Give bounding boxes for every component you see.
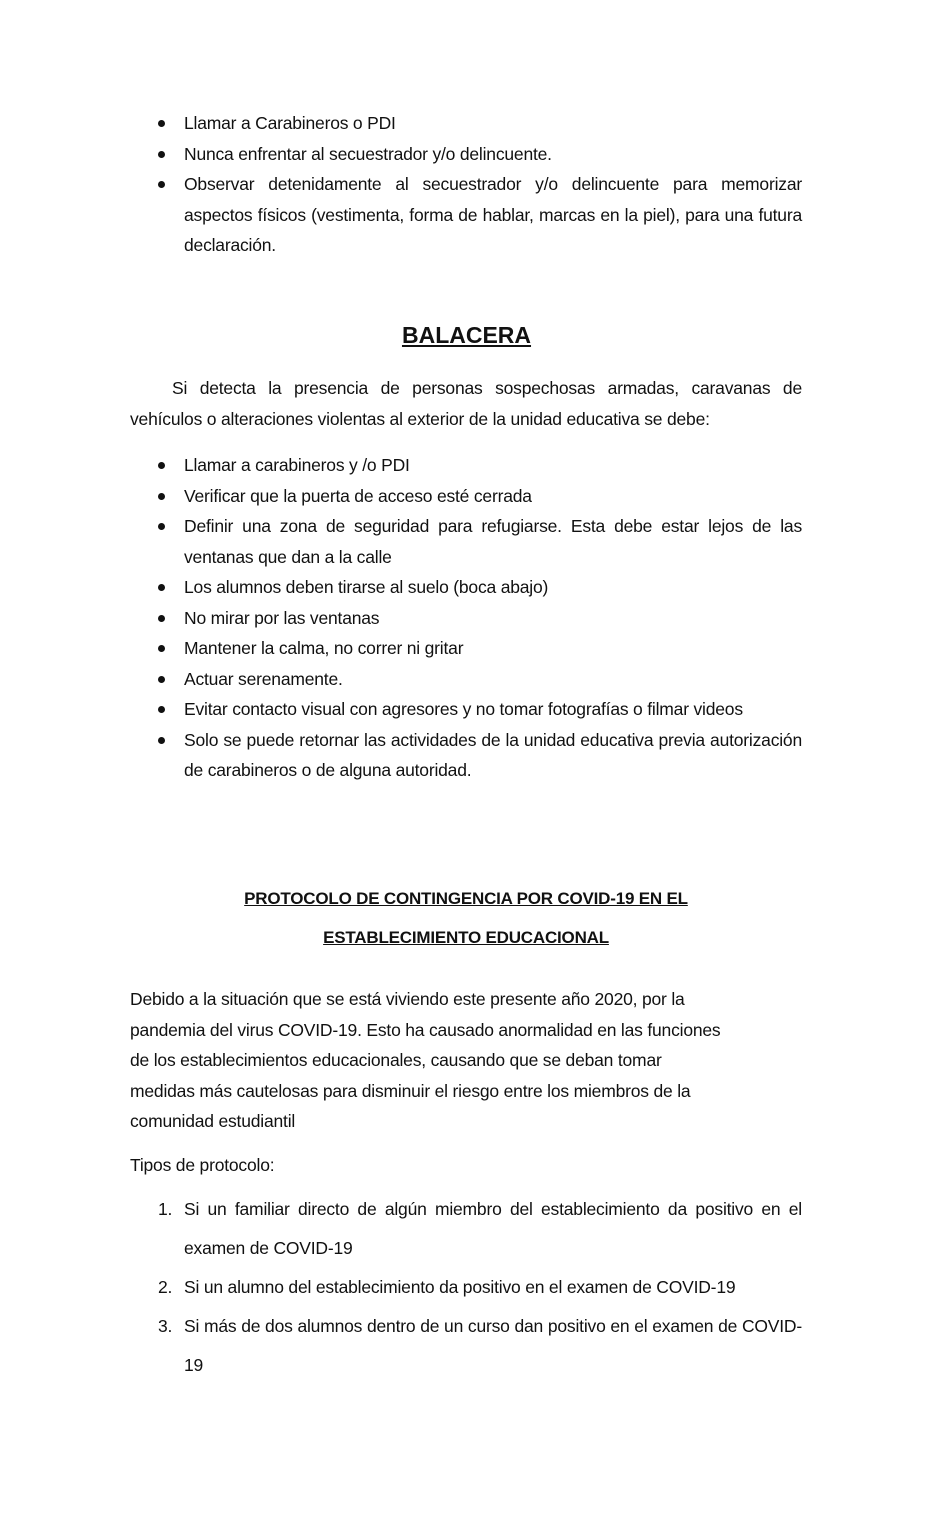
list-item: No mirar por las ventanas bbox=[130, 603, 802, 634]
list-item: Actuar serenamente. bbox=[130, 664, 802, 695]
list-item: Mantener la calma, no correr ni gritar bbox=[130, 633, 802, 664]
protocol-types-label: Tipos de protocolo: bbox=[130, 1155, 275, 1175]
list-item: Verificar que la puerta de acceso esté cerrada bbox=[130, 481, 802, 512]
bullet-icon bbox=[158, 462, 165, 469]
paragraph-line: pandemia del virus COVID-19. Esto ha causado anormalidad en las funciones bbox=[130, 1019, 721, 1040]
bullet-icon bbox=[158, 523, 165, 530]
list-item: Evitar contacto visual con agresores y no tomar fotografías o filmar videos bbox=[130, 694, 802, 725]
paragraph-line: Debido a la situación que se está viviendo este presente año 2020, por la bbox=[130, 989, 685, 1009]
protocol-types-list bbox=[130, 1190, 802, 1385]
bullet-icon bbox=[158, 151, 165, 158]
covid-heading-line2: ESTABLECIMIENTO EDUCACIONAL bbox=[323, 928, 609, 947]
paragraph-line: de los establecimientos educacionales, causando que se deban tomar bbox=[130, 1050, 662, 1070]
bullet-icon bbox=[158, 737, 165, 744]
kidnapping-list bbox=[130, 108, 802, 261]
paragraph-line: comunidad estudiantil bbox=[130, 1111, 296, 1131]
bullet-icon bbox=[158, 120, 165, 127]
item-number: 1. bbox=[158, 1199, 173, 1219]
list-item: Nunca enfrentar al secuestrador y/o delincuente. bbox=[130, 139, 802, 170]
bullet-icon bbox=[158, 584, 165, 591]
bullet-icon bbox=[158, 181, 165, 188]
list-item: Llamar a carabineros y /o PDI bbox=[130, 450, 802, 481]
list-item: Observar detenidamente al secuestrador y/o delincuente para memorizar aspectos físicos (vestimenta, forma de hablar, marcas en la piel), para una futura declaración. bbox=[130, 169, 802, 261]
bullet-icon bbox=[158, 645, 165, 652]
bullet-icon bbox=[158, 706, 165, 713]
paragraph-line: medidas más cautelosas para disminuir el riesgo entre los miembros de la bbox=[130, 1080, 691, 1101]
item-number: 3. bbox=[158, 1316, 173, 1336]
covid-paragraph bbox=[130, 984, 802, 1137]
bullet-icon bbox=[158, 615, 165, 622]
list-item: 2. Si un alumno del establecimiento da positivo en el examen de COVID-19 bbox=[130, 1268, 802, 1307]
list-item: 3. Si más de dos alumnos dentro de un curso dan positivo en el examen de COVID-19 bbox=[130, 1307, 802, 1385]
covid-heading-line1: PROTOCOLO DE CONTINGENCIA POR COVID-19 EN EL bbox=[244, 889, 688, 908]
list-item: Llamar a Carabineros o PDI bbox=[130, 108, 802, 139]
list-item: 1. Si un familiar directo de algún miembro del establecimiento da positivo en el examen de COVID-19 bbox=[130, 1190, 802, 1268]
list-item: Los alumnos deben tirarse al suelo (boca abajo) bbox=[130, 572, 802, 603]
list-item: Solo se puede retornar las actividades de la unidad educativa previa autorización de carabineros o de alguna autoridad. bbox=[130, 725, 802, 786]
bullet-icon bbox=[158, 493, 165, 500]
balacera-intro: Si detecta la presencia de personas sospechosas armadas, caravanas de vehículos o alteraciones violentas al exterior de la unidad educativa se debe: bbox=[130, 378, 802, 429]
bullet-icon bbox=[158, 676, 165, 683]
balacera-list bbox=[130, 450, 802, 786]
item-number: 2. bbox=[158, 1277, 173, 1297]
balacera-heading: BALACERA bbox=[401, 322, 532, 348]
list-item: Definir una zona de seguridad para refugiarse. Esta debe estar lejos de las ventanas que dan a la calle bbox=[130, 511, 802, 572]
